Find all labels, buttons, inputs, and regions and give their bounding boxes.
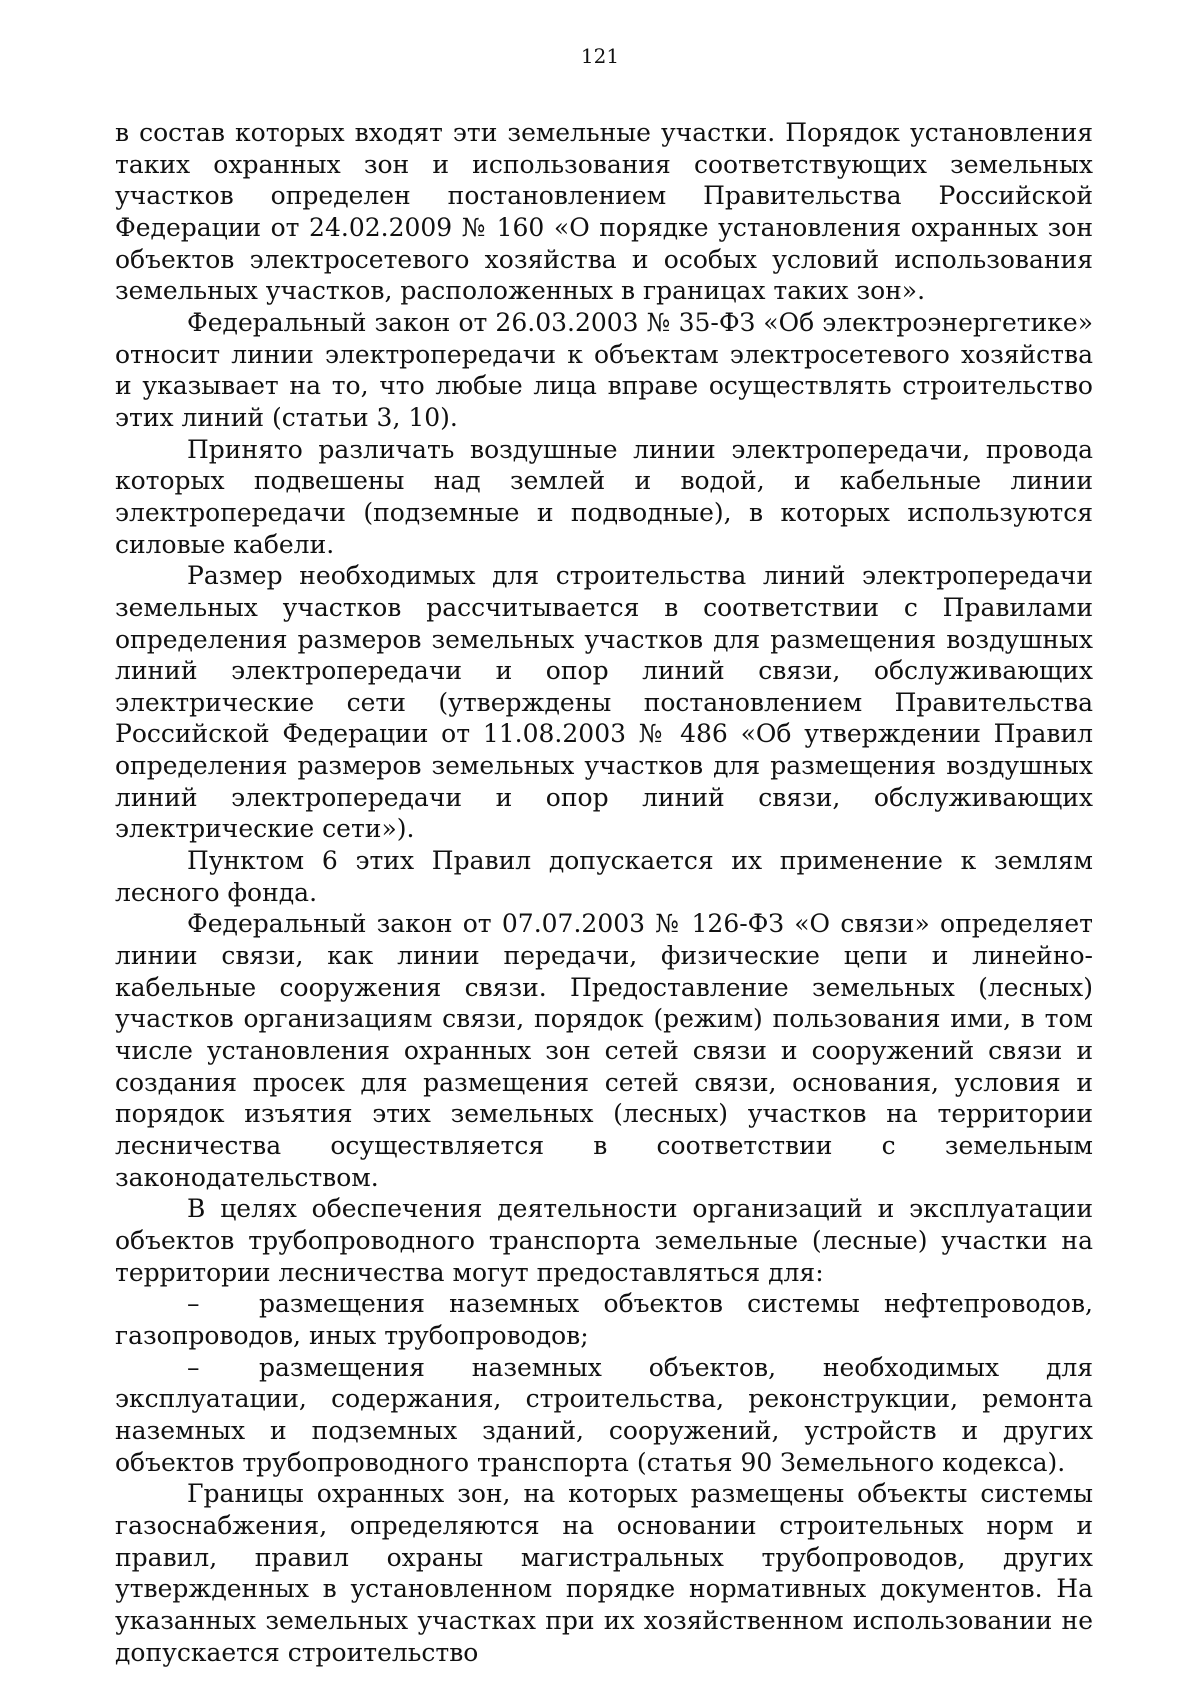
paragraph-communications-law: Федеральный закон от 07.07.2003 № 126-ФЗ «О связи» определяет линии связи, как линии передачи, физические цепи и линейно-кабельные сооружения связи. Предоставление земельных (лесных) участков организациям связи, порядок (режим) пользования ими, в том числе установления охранных зон сетей связи и сооружений связи и создания просек для размещения сетей связи, основания, условия и порядок изъятия этих земельных (лесных) участков на территории лесничества осуществляется в соответствии с земельным законодательством. [115,909,1093,1192]
list-item-pipelines [115,1288,1093,1351]
paragraph-pipeline-transport: В целях обеспечения деятельности организаций и эксплуатации объектов трубопроводного транспорта земельные (лесные) участки на территории лесничества могут предоставляться для: [115,1194,1093,1287]
paragraph-line-types: Принято различать воздушные линии электропередачи, провода которых подвешены над землей и водой, и кабельные линии электропередачи (подземные и подводные), в которых используются силовые кабели. [115,434,1093,559]
paragraph-gas-protection-zones: Границы охранных зон, на которых размещены объекты системы газоснабжения, определяются на основании строительных норм и правил, правил охраны магистральных трубопроводов, других утвержденных в установленном порядке нормативных документов. На указанных земельных участках при их хозяйственном использовании не допускается строительство [115,1479,1093,1667]
paragraph-electroenergetics-law: Федеральный закон от 26.03.2003 № 35-ФЗ «Об электроэнергетике» относит линии электропередачи к объектам электросетевого хозяйства и указывает на то, что любые лица вправе осуществлять строительство этих линий (статьи 3, 10). [115,307,1093,432]
list-dash: – [187,1289,200,1319]
list-dash: – [187,1352,200,1382]
paragraph-continuation: в состав которых входят эти земельные участки. Порядок установления таких охранных зон и использования соответствующих земельных участков определен постановлением Правительства Российской Федерации от 24.02.2009 № 160 «О порядке установления охранных зон объектов электросетевого хозяйства и особых условий использования земельных участков, расположенных в границах таких зон». [115,118,1093,306]
list-item-ground-objects [115,1352,1093,1479]
list-item-text: размещения наземных объектов системы нефтепроводов, газопроводов, иных трубопроводов; [115,1289,1093,1350]
page-number: 121 [580,44,620,68]
list-item-text: размещения наземных объектов, необходимых для эксплуатации, содержания, строительства, реконструкции, ремонта наземных и подземных зданий, сооружений, устройств и других объектов трубопроводного транспорта (статья 90 Земельного кодекса). [115,1352,1093,1477]
paragraph-land-size-rules: Размер необходимых для строительства линий электропередачи земельных участков рассчитывается в соответствии с Правилами определения размеров земельных участков для размещения воздушных линий электропередачи и опор линий связи, обслуживающих электрические сети (утверждены постановлением Правительства Российской Федерации от 11.08.2003 № 486 «Об утверждении Правил определения размеров земельных участков для размещения воздушных линий электропередачи и опор линий связи, обслуживающих электрические сети»). [115,561,1093,844]
body-text [115,117,1093,1668]
paragraph-forest-fund: Пунктом 6 этих Правил допускается их применение к землям лесного фонда. [115,846,1093,907]
